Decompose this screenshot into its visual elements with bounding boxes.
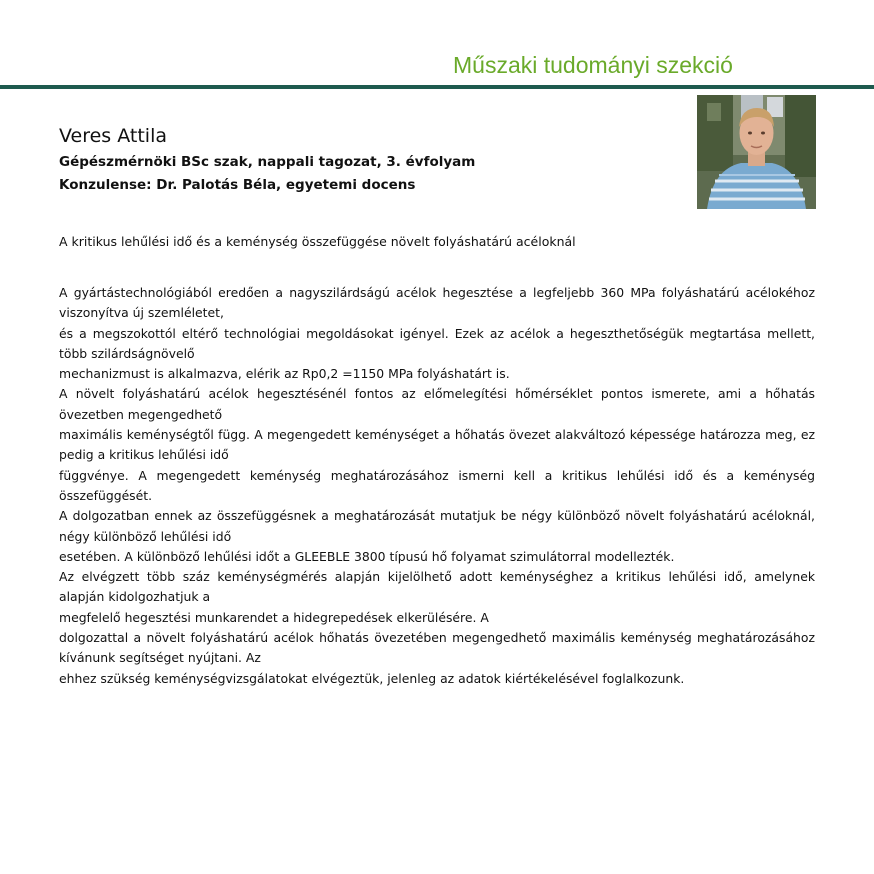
abstract-line: A növelt folyáshatárú acélok hegesztésénél fontos az előmelegítési hőmérséklet pontos ismerete, ami a hőhatás övezetben megengedhető	[59, 386, 815, 422]
abstract-line: esetében. A különböző lehűlési időt a GLEEBLE 3800 típusú hő folyamat szimulátorral modellezték.	[59, 548, 675, 564]
author-supervisor: Konzulense: Dr. Palotás Béla, egyetemi docens	[59, 177, 416, 193]
abstract-line: és a megszokottól eltérő technológiai megoldásokat igényel. Ezek az acélok a hegeszthetőségük megtartása mellett, több szilárdságnövelő	[59, 325, 815, 361]
section-title: Műszaki tudományi szekció	[453, 52, 733, 78]
abstract-line: megfelelő hegesztési munkarendet a hidegrepedések elkerülésére. A	[59, 609, 489, 625]
abstract-line: Az elvégzett több száz keménységmérés alapján kijelölhető adott keménységhez a kritikus lehűlési idő, amelynek alapján kidolgozhatjuk a	[59, 569, 815, 605]
abstract-line: dolgozattal a növelt folyáshatárú acélok hőhatás övezetében megengedhető maximális keménység meghatározásához kívánunk segítséget nyújtani. Az	[59, 630, 815, 666]
paper-title: A kritikus lehűlési idő és a keménység összefüggése növelt folyáshatárú acéloknál	[59, 234, 576, 249]
abstract-line: függvénye. A megengedett keménység meghatározásához ismerni kell a kritikus lehűlési idő és a keménység összefüggését.	[59, 467, 815, 503]
abstract-line: ehhez szükség keménységvizsgálatokat elvégeztük, jelenleg az adatok kiértékelésével foglalkozunk.	[59, 670, 685, 686]
abstract-line: mechanizmust is alkalmazva, elérik az Rp0,2 =1150 MPa folyáshatárt is.	[59, 366, 510, 382]
abstract-line: A dolgozatban ennek az összefüggésnek a meghatározását mutatjuk be négy különböző növelt folyáshatárú acéloknál, négy különböző lehűlési idő	[59, 508, 815, 544]
author-photo	[697, 95, 816, 209]
header-divider	[0, 85, 874, 89]
author-program: Gépészmérnöki BSc szak, nappali tagozat, 3. évfolyam	[59, 154, 476, 170]
author-name: Veres Attila	[59, 125, 167, 147]
abstract-line: maximális keménységtől függ. A megengedett keménységet a hőhatás övezet alakváltozó képessége határozza meg, ez pedig a kritikus lehűlési idő	[59, 427, 815, 463]
abstract	[59, 283, 815, 689]
abstract-line: A gyártástechnológiából eredően a nagyszilárdságú acélok hegesztése a legfeljebb 360 MPa folyáshatárú acélokéhoz viszonyítva új szemléletet,	[59, 285, 815, 321]
